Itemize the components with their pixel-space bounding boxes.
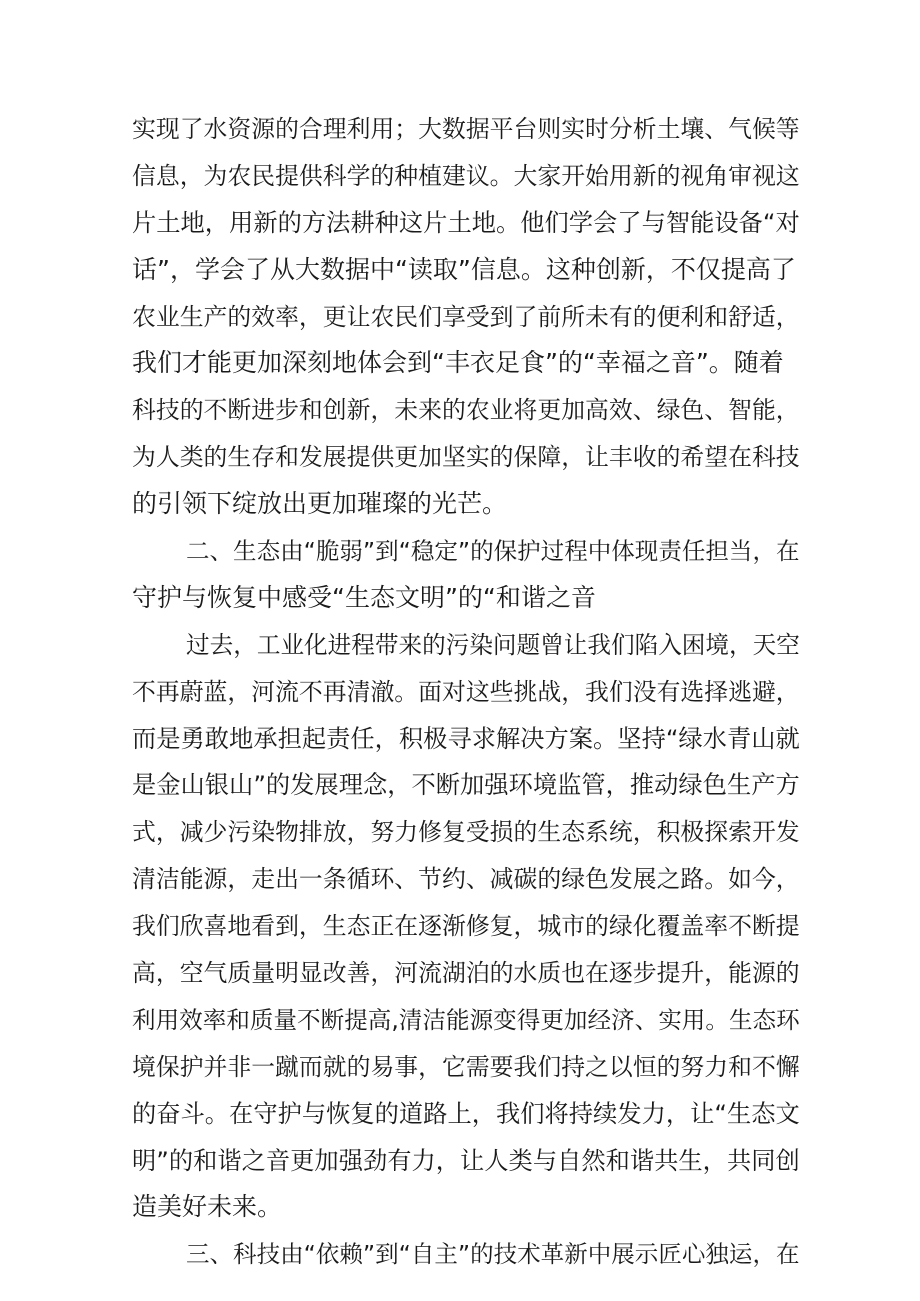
text-line: 为人类的生存和发展提供更加坚实的保障，让丰收的希望在科技 xyxy=(132,443,800,472)
text-line: 农业生产的效率，更让农民们享受到了前所未有的便利和舒适， xyxy=(132,302,800,331)
section-heading-line: 三、科技由“依赖”到“自主”的技术革新中展示匠心独运，在 xyxy=(186,1240,800,1269)
text-line: 不再蔚蓝，河流不再清澈。面对这些挑战，我们没有选择逃避， xyxy=(132,677,800,706)
section-heading-line: 二、生态由“脆弱”到“稳定”的保护过程中体现责任担当，在 xyxy=(186,537,800,566)
text-line: 高，空气质量明显改善，河流湖泊的水质也在逐步提升，能源的 xyxy=(132,959,800,988)
document-body xyxy=(132,106,800,1278)
text-line: 过去，工业化进程带来的污染问题曾让我们陷入困境，天空 xyxy=(186,630,800,659)
text-line: 我们欣喜地看到，生态正在逐渐修复，城市的绿化覆盖率不断提 xyxy=(132,912,800,941)
text-line: 信息，为农民提供科学的种植建议。大家开始用新的视角审视这 xyxy=(132,161,800,190)
text-line: 清洁能源，走出一条循环、节约、减碳的绿色发展之路。如今， xyxy=(132,865,800,894)
text-line: 境保护并非一蹴而就的易事，它需要我们持之以恒的努力和不懈 xyxy=(132,1052,800,1081)
text-line: 利用效率和质量不断提高,清洁能源变得更加经济、实用。生态环 xyxy=(132,1005,800,1034)
text-line: 的引领下绽放出更加璀璨的光芒。 xyxy=(132,489,508,519)
text-line: 式，减少污染物排放，努力修复受损的生态系统，积极探索开发 xyxy=(132,818,800,847)
text-line: 我们才能更加深刻地体会到“丰衣足食”的“幸福之音”。随着 xyxy=(132,348,784,378)
text-line: 片土地，用新的方法耕种这片土地。他们学会了与智能设备“对 xyxy=(132,207,800,237)
text-line: 话”，学会了从大数据中“读取”信息。这种创新，不仅提高了 xyxy=(132,254,796,284)
text-line: 明”的和谐之音更加强劲有力，让人类与自然和谐共生，共同创 xyxy=(132,1145,800,1175)
section-heading-line: 守护与恢复中感受“生态文明”的“和谐之音 xyxy=(132,582,596,612)
text-line: 而是勇敢地承担起责任，积极寻求解决方案。坚持“绿水青山就 xyxy=(132,723,800,753)
text-line: 科技的不断进步和创新，未来的农业将更加高效、绿色、智能， xyxy=(132,396,800,425)
text-line: 的奋斗。在守护与恢复的道路上，我们将持续发力，让“生态文 xyxy=(132,1098,800,1128)
text-line: 实现了水资源的合理利用；大数据平台则实时分析土壤、气候等 xyxy=(132,115,800,143)
text-line: 是金山银山”的发展理念，不断加强环境监管，推动绿色生产方 xyxy=(132,770,800,800)
text-line: 造美好未来。 xyxy=(132,1192,283,1222)
